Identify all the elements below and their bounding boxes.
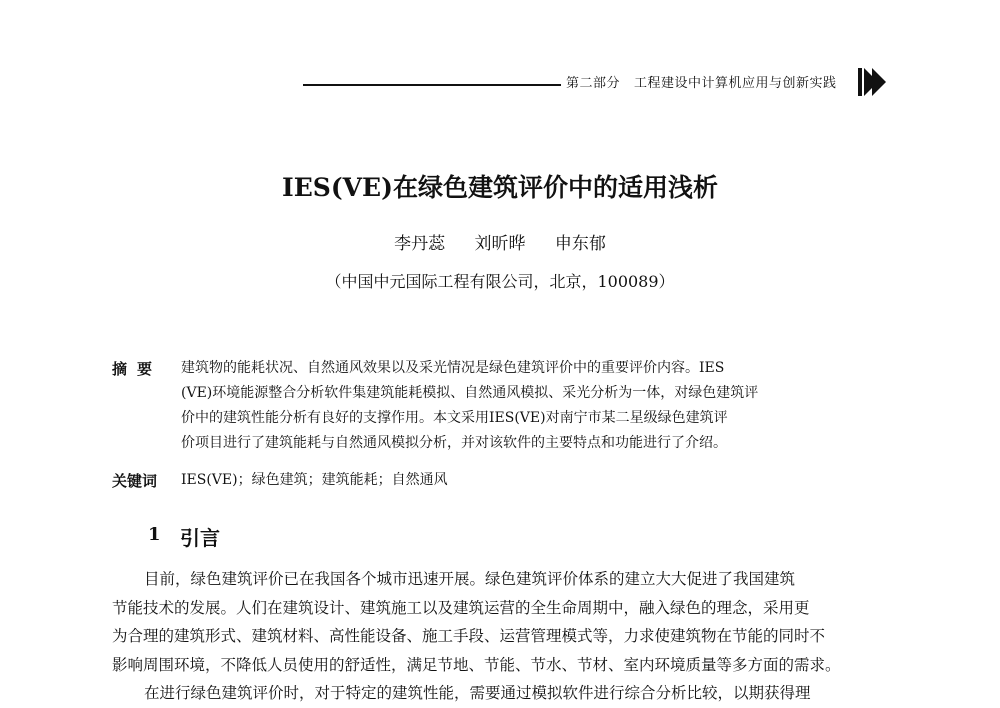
section-body xyxy=(112,565,892,708)
body-line: 在进行绿色建筑评价时，对于特定的建筑性能，需要通过模拟软件进行综合分析比较，以期获得理 xyxy=(144,684,811,702)
body-line: 节能技术的发展。人们在建筑设计、建筑施工以及建筑运营的全生命周期中，融入绿色的理念，采用更 xyxy=(112,598,810,617)
body-line: 影响周围环境，不降低人员使用的舒适性，满足节地、节能、节水、节材、室内环境质量等多方面的需求。 xyxy=(112,655,841,674)
abstract-body xyxy=(181,356,889,456)
body-line: 目前，绿色建筑评价已在我国各个城市迅速开展。绿色建筑评价体系的建立大大促进了我国建筑 xyxy=(144,570,796,588)
abstract-label: 摘要 xyxy=(112,360,163,378)
author-list xyxy=(0,229,1000,254)
body-line: 为合理的建筑形式、建筑材料、高性能设备、施工手段、运营管理模式等，力求使建筑物在节能的同时不 xyxy=(112,627,826,645)
section-number: 1 xyxy=(148,524,161,545)
affiliation: （中国中元国际工程有限公司，北京，100089） xyxy=(325,272,675,291)
keywords-text: IES(VE)；绿色建筑；建筑能耗；自然通风 xyxy=(181,472,448,488)
author-name: 刘昕晔 xyxy=(474,234,526,254)
abstract-line: (VE)环境能源整合分析软件集建筑能耗模拟、自然通风模拟、采光分析为一体，对绿色建筑评 xyxy=(181,385,759,401)
keywords-label: 关键词 xyxy=(112,472,158,490)
running-header xyxy=(566,72,837,91)
header-rule xyxy=(303,84,561,86)
section-title: 引言 xyxy=(180,526,220,550)
arrow-right-icon xyxy=(858,66,886,98)
author-name: 李丹蕊 xyxy=(394,234,446,254)
header-part: 第二部分 xyxy=(566,76,621,91)
header-section: 工程建设中计算机应用与创新实践 xyxy=(634,76,837,91)
abstract-line: 建筑物的能耗状况、自然通风效果以及采光情况是绿色建筑评价中的重要评价内容。IES xyxy=(181,360,725,376)
author-name: 申东郁 xyxy=(554,234,606,254)
abstract-line: 价项目进行了建筑能耗与自然通风模拟分析，并对该软件的主要特点和功能进行了介绍。 xyxy=(181,435,727,451)
article-title: IES(VE)在绿色建筑评价中的适用浅析 xyxy=(282,173,718,202)
abstract-line: 价中的建筑性能分析有良好的支撑作用。本文采用IES(VE)对南宁市某二星级绿色建筑评 xyxy=(181,410,728,426)
